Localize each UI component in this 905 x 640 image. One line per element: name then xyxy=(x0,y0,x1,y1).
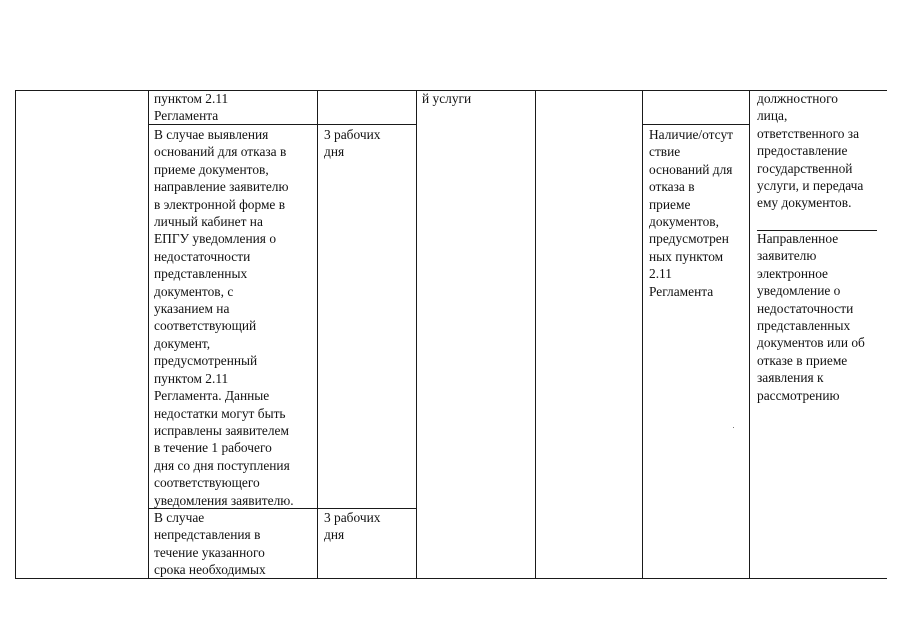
column-divider xyxy=(148,90,149,579)
scan-speck xyxy=(733,427,734,428)
table-bottom-border xyxy=(15,578,887,579)
table-left-border xyxy=(15,90,16,579)
cell-duration: 3 рабочих дня xyxy=(324,127,381,160)
cell-action-description: В случае выявления оснований для отказа в приеме документов, направление заявителю в электронной форме в личный кабинет на ЕПГУ уведомления о недостаточности представленных документов, с указанием на соответствующий документ, предусмотренный пунктом 2.11 Регламента. Данные недостатки могут быть исправлены заявителем в течение 1 рабочего дня со дня поступления соответствующего уведомления заявителю. xyxy=(154,127,294,508)
column-divider xyxy=(416,90,417,579)
cell-duration: 3 рабочих дня xyxy=(324,510,381,543)
cell-criteria: Наличие/отсут ствие оснований для отказа в приеме документов, предусмотрен ных пунктом 2.11 Регламента xyxy=(649,127,733,299)
cell-responsible-text: й услуги xyxy=(422,91,472,106)
cell-reference-text: пунктом 2.11 Регламента xyxy=(154,91,229,124)
cell-result-top: должностного лица, ответственного за предоставление государственной услуги, и передача ему документов. xyxy=(757,91,864,211)
row-divider xyxy=(642,124,749,125)
column-divider xyxy=(749,90,750,579)
cell-action-description: В случае непредставления в течение указанного срока необходимых xyxy=(154,510,266,578)
column-divider xyxy=(642,90,643,579)
column-divider xyxy=(317,90,318,579)
column-divider xyxy=(535,90,536,579)
cell-result-bottom: Направленное заявителю электронное уведомление о недостаточности представленных документов или об отказе в приеме заявления к рассмотрению xyxy=(757,231,865,403)
